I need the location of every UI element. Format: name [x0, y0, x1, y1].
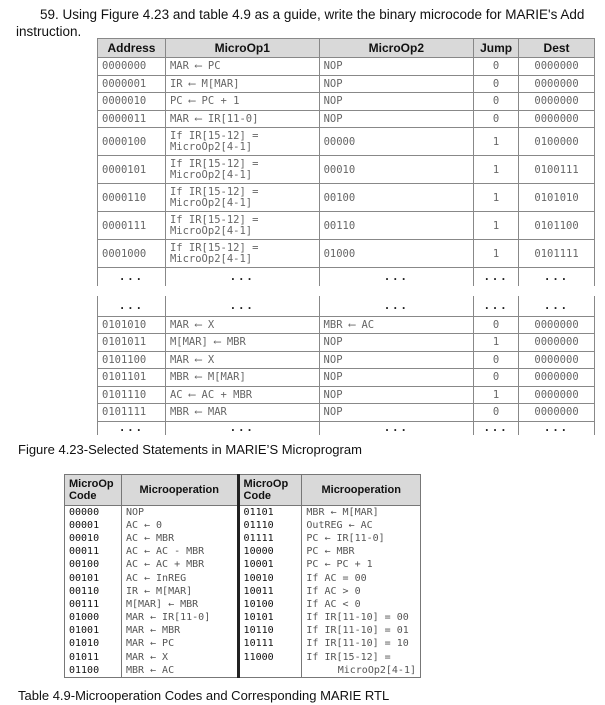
microoperation: M[MAR] ← MBR [121, 598, 238, 611]
microoperation: AC ← AC + MBR [121, 559, 238, 572]
figure-row [98, 93, 595, 111]
dest-cell: 0000000 [519, 316, 595, 334]
dest-cell: 0000000 [519, 93, 595, 111]
microop2-cell: 00000 [319, 128, 474, 156]
microop-code [238, 664, 302, 678]
microop-code: 00100 [65, 559, 122, 572]
header-code-right: MicroOp Code [238, 475, 302, 506]
microoperation: PC ← IR[11-0] [302, 532, 421, 545]
microop-code: 10011 [238, 585, 302, 598]
figure-caption: Figure 4.23-Selected Statements in MARIE’S Microprogram [18, 442, 362, 457]
microop-code: 00010 [65, 532, 122, 545]
microoperation: OutREG ← AC [302, 519, 421, 532]
dest-cell: 0000000 [519, 404, 595, 422]
microop-code: 01100 [65, 664, 122, 678]
ellipsis-cell: ... [474, 268, 519, 286]
microop-code: 00000 [65, 506, 122, 520]
microoperation: MAR ← X [121, 651, 238, 664]
microop-code: 01110 [238, 519, 302, 532]
microop1-cell: If IR[15-12] = MicroOp2[4-1] [165, 128, 319, 156]
figure-row [98, 240, 595, 268]
address-cell: 0000001 [98, 75, 166, 93]
header-op-right: Microoperation [302, 475, 421, 506]
figure-row [98, 316, 595, 334]
dest-cell: 0000000 [519, 58, 595, 76]
microoperation: MAR ← PC [121, 638, 238, 651]
microoperation: MAR ← MBR [121, 625, 238, 638]
jump-cell: 0 [474, 58, 519, 76]
table49-row [65, 585, 421, 598]
ellipsis-cell: ... [165, 421, 319, 435]
ellipsis-cell: ... [319, 296, 474, 316]
microop1-cell: PC ⟵ PC + 1 [165, 93, 319, 111]
figure-row [98, 128, 595, 156]
jump-cell: 0 [474, 369, 519, 387]
dest-cell: 0101010 [519, 184, 595, 212]
microoperation: IR ← M[MAR] [121, 585, 238, 598]
microop-code: 10100 [238, 598, 302, 611]
microop-code: 11000 [238, 651, 302, 664]
jump-cell: 1 [474, 156, 519, 184]
ellipsis-cell: ... [474, 421, 519, 435]
address-cell: 0000100 [98, 128, 166, 156]
microop2-cell: NOP [319, 404, 474, 422]
header-dest: Dest [519, 39, 595, 58]
microop2-cell: NOP [319, 58, 474, 76]
dest-cell: 0000000 [519, 334, 595, 352]
microoperation: If AC < 0 [302, 598, 421, 611]
microop-code: 01111 [238, 532, 302, 545]
microop-code: 10001 [238, 559, 302, 572]
table49-row [65, 598, 421, 611]
figure-row [98, 351, 595, 369]
jump-cell: 0 [474, 93, 519, 111]
ellipsis-cell: ... [165, 268, 319, 286]
table49-row [65, 519, 421, 532]
microoperation: PC ← MBR [302, 546, 421, 559]
microoperation: If AC > 0 [302, 585, 421, 598]
microop2-cell: NOP [319, 369, 474, 387]
header-microop2: MicroOp2 [319, 39, 474, 58]
header-microop1: MicroOp1 [165, 39, 319, 58]
dest-cell: 0000000 [519, 386, 595, 404]
figure-row [98, 334, 595, 352]
dest-cell: 0000000 [519, 369, 595, 387]
microoperation: AC ← InREG [121, 572, 238, 585]
microoperation: MAR ← IR[11-0] [121, 612, 238, 625]
figure-header-row [98, 39, 595, 58]
address-cell: 0101101 [98, 369, 166, 387]
table49-row [65, 612, 421, 625]
microoperation: MicroOp2[4-1] [302, 664, 421, 678]
microop-code: 01010 [65, 638, 122, 651]
ellipsis-cell: ... [98, 421, 166, 435]
figure-table-top [97, 38, 595, 286]
microop2-cell: NOP [319, 93, 474, 111]
figure-row [98, 184, 595, 212]
microop-code: 00110 [65, 585, 122, 598]
table49-row [65, 651, 421, 664]
microoperation: If AC = 00 [302, 572, 421, 585]
jump-cell: 1 [474, 128, 519, 156]
microop1-cell: If IR[15-12] = MicroOp2[4-1] [165, 240, 319, 268]
microoperation: MBR ← M[MAR] [302, 506, 421, 520]
dest-cell: 0000000 [519, 351, 595, 369]
microop-code: 00001 [65, 519, 122, 532]
microoperation: AC ← MBR [121, 532, 238, 545]
figure-table-bottom [97, 296, 595, 435]
header-code-left: MicroOp Code [65, 475, 122, 506]
microop-code: 10010 [238, 572, 302, 585]
microop-code: 01101 [238, 506, 302, 520]
microoperation: AC ← AC - MBR [121, 546, 238, 559]
ellipsis-cell: ... [319, 421, 474, 435]
microoperation: If IR[11-10] = 00 [302, 612, 421, 625]
header-jump: Jump [474, 39, 519, 58]
microop2-cell: NOP [319, 110, 474, 128]
microop-code-table [64, 474, 421, 678]
jump-cell: 0 [474, 404, 519, 422]
microop1-cell: If IR[15-12] = MicroOp2[4-1] [165, 184, 319, 212]
ellipsis-row [98, 421, 595, 435]
table49-row [65, 625, 421, 638]
figure-row [98, 75, 595, 93]
ellipsis-cell: ... [474, 296, 519, 316]
table49-row [65, 664, 421, 678]
address-cell: 0000010 [98, 93, 166, 111]
microop2-cell: 00100 [319, 184, 474, 212]
ellipsis-row [98, 268, 595, 286]
table49-row [65, 546, 421, 559]
address-cell: 0101110 [98, 386, 166, 404]
microop-code: 01000 [65, 612, 122, 625]
ellipsis-row [98, 296, 595, 316]
header-op-left: Microoperation [121, 475, 238, 506]
microop1-cell: MBR ⟵ M[MAR] [165, 369, 319, 387]
ellipsis-cell: ... [519, 268, 595, 286]
figure-row [98, 58, 595, 76]
microop2-cell: NOP [319, 75, 474, 93]
address-cell: 0101011 [98, 334, 166, 352]
ellipsis-cell: ... [519, 421, 595, 435]
microop2-cell: NOP [319, 351, 474, 369]
question-text [16, 6, 596, 40]
table49-row [65, 506, 421, 520]
microop-code: 00011 [65, 546, 122, 559]
table49-header-row [65, 475, 421, 506]
ellipsis-cell: ... [165, 296, 319, 316]
figure-row [98, 212, 595, 240]
table49-row [65, 559, 421, 572]
microop2-cell: 00010 [319, 156, 474, 184]
question-body: 59. Using Figure 4.23 and table 4.9 as a guide, write the binary microcode for MARIE's Add instruction. [16, 7, 585, 39]
address-cell: 0000111 [98, 212, 166, 240]
address-cell: 0101010 [98, 316, 166, 334]
microop-code: 01011 [65, 651, 122, 664]
microoperation: If IR[15-12] = [302, 651, 421, 664]
microop-code: 10111 [238, 638, 302, 651]
figure-row [98, 156, 595, 184]
jump-cell: 1 [474, 184, 519, 212]
table49-row [65, 638, 421, 651]
microop1-cell: MAR ⟵ X [165, 351, 319, 369]
jump-cell: 0 [474, 110, 519, 128]
dest-cell: 0100111 [519, 156, 595, 184]
microoperation: If IR[11-10] = 01 [302, 625, 421, 638]
microop-code: 10101 [238, 612, 302, 625]
address-cell: 0000101 [98, 156, 166, 184]
jump-cell: 1 [474, 334, 519, 352]
microoperation: AC ← 0 [121, 519, 238, 532]
microop-code: 01001 [65, 625, 122, 638]
microop-code: 00111 [65, 598, 122, 611]
dest-cell: 0000000 [519, 110, 595, 128]
microop1-cell: MBR ⟵ MAR [165, 404, 319, 422]
microoperation: MBR ← AC [121, 664, 238, 678]
address-cell: 0000011 [98, 110, 166, 128]
jump-cell: 0 [474, 316, 519, 334]
address-cell: 0101100 [98, 351, 166, 369]
jump-cell: 1 [474, 240, 519, 268]
dest-cell: 0101100 [519, 212, 595, 240]
microoperation: NOP [121, 506, 238, 520]
dest-cell: 0100000 [519, 128, 595, 156]
address-cell: 0000000 [98, 58, 166, 76]
microop2-cell: NOP [319, 386, 474, 404]
microop-code: 00101 [65, 572, 122, 585]
ellipsis-cell: ... [98, 268, 166, 286]
microop1-cell: MAR ⟵ X [165, 316, 319, 334]
dest-cell: 0101111 [519, 240, 595, 268]
address-cell: 0101111 [98, 404, 166, 422]
table49-row [65, 532, 421, 545]
microop2-cell: MBR ⟵ AC [319, 316, 474, 334]
header-address: Address [98, 39, 166, 58]
microop-code: 10000 [238, 546, 302, 559]
dest-cell: 0000000 [519, 75, 595, 93]
figure-row [98, 404, 595, 422]
ellipsis-cell: ... [319, 268, 474, 286]
table49-row [65, 572, 421, 585]
microop1-cell: M[MAR] ⟵ MBR [165, 334, 319, 352]
microop1-cell: If IR[15-12] = MicroOp2[4-1] [165, 212, 319, 240]
jump-cell: 1 [474, 386, 519, 404]
address-cell: 0001000 [98, 240, 166, 268]
microop-code: 10110 [238, 625, 302, 638]
microop1-cell: IR ⟵ M[MAR] [165, 75, 319, 93]
figure-row [98, 369, 595, 387]
address-cell: 0000110 [98, 184, 166, 212]
jump-cell: 1 [474, 212, 519, 240]
ellipsis-cell: ... [519, 296, 595, 316]
microop1-cell: MAR ⟵ PC [165, 58, 319, 76]
microoperation: PC ← PC + 1 [302, 559, 421, 572]
figure-row [98, 110, 595, 128]
microop1-cell: If IR[15-12] = MicroOp2[4-1] [165, 156, 319, 184]
microop2-cell: 01000 [319, 240, 474, 268]
jump-cell: 0 [474, 75, 519, 93]
microop1-cell: MAR ⟵ IR[11-0] [165, 110, 319, 128]
jump-cell: 0 [474, 351, 519, 369]
microop2-cell: NOP [319, 334, 474, 352]
microop1-cell: AC ⟵ AC + MBR [165, 386, 319, 404]
figure-row [98, 386, 595, 404]
microop2-cell: 00110 [319, 212, 474, 240]
microoperation: If IR[11-10] = 10 [302, 638, 421, 651]
table-caption: Table 4.9-Microoperation Codes and Corresponding MARIE RTL [18, 688, 390, 703]
ellipsis-cell: ... [98, 296, 166, 316]
